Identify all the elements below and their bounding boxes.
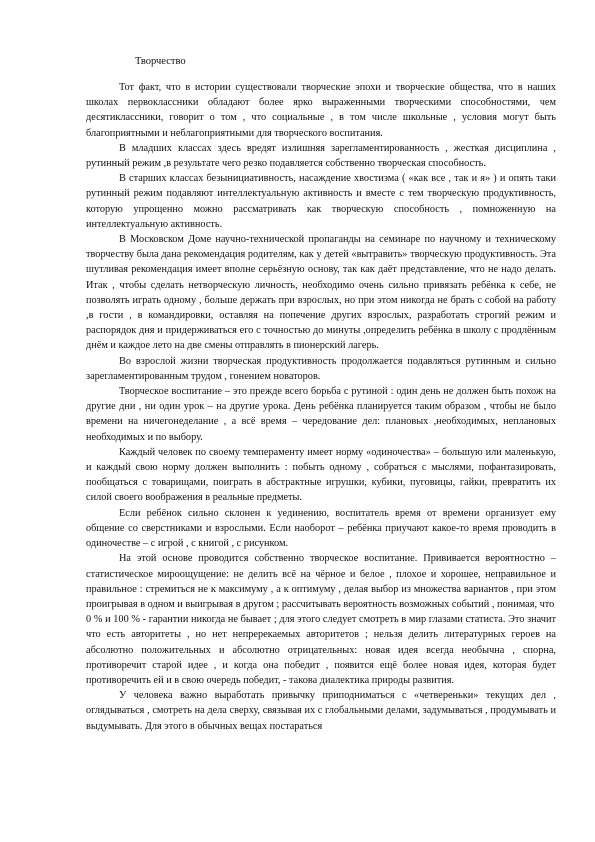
paragraph: Во взрослой жизни творческая продуктивность продолжается подавляться рутинным и сильно зарегламентированным трудом , гонением новаторов. [86, 355, 556, 382]
paragraph: Если ребёнок сильно склонен к уединению, воспитатель время от времени организует ему общение со сверстниками и взрослыми. Если наоборот – ребёнка приучают какое-то время проводить в одиночестве – с игрой , с книгой , с рисунком. [86, 507, 556, 550]
paragraph: В Московском Доме научно-технической пропаганды на семинаре по научному и техническому творчеству была дана рекомендация родителям, как у детей «вытравить» творческую продуктивность. Эта шутливая рекомендация имеет вполне серьёзную основу, так как даёт представление, что не надо делать. Итак , чтобы сделать нетворческую личность, необходимо очень сильно привязать ребёнка к себе, не позволять играть одному , больше держать при взрослых, но при этом никогда не брать с собой на работу ,в гости , в командировки, оставляя на попечение других взрослых, разработать строгий режим и распорядок дня и придерживаться его с точностью до минуты ,определить ребёнка в школу с продлённым днём и каждое лето на две смены отправлять в пионерский лагерь. [86, 234, 556, 352]
paragraph: Творческое воспитание – это прежде всего борьба с рутиной : один день не должен быть похож на другие дни , ни один урок – на другие урока. День ребёнка планируется таким образом , чтобы не было времени на ничегонеделание , а всё время – чередование дел: плановых ,необходимых, неплановых необходимых и по выбору. [86, 386, 556, 443]
paragraph: На этой основе проводится собственно творческое воспитание. Прививается вероятностно – статистическое мироощущение: не делить всё на чёрное и белое , плохое и хорошее, неправильное и правильное : стремиться не к максимуму , а к оптимуму , делая выбор из множества вариантов , при этом проигрывая в одном и выигрывая в другом ; рассчитывать вероятность возможных событий , понимая, что [86, 553, 556, 610]
document-title: Творчество [135, 56, 186, 67]
paragraph: 0 % и 100 % - гарантии никогда не бывает ; для этого следует смотреть в мир глазами статиста. Это значит что есть авторитеты , но нет непререкаемых авторитетов ; нельзя делить литературных героев на абсолютно положительных и абсолютно отрицательных: новая идея всегда необычна , спорна, противоречит старой идее , и когда она победит , появится ещё более новая идея, которая будет противоречить ей и в свою очередь победит, - такова диалектика природы развития. [86, 614, 556, 686]
document-body [86, 80, 556, 734]
paragraph: В старших классах безынициативность, насаждение хвостизма ( «как все , так и я» ) и опять таки рутинный режим подавляют интеллектуальную активность и вместе с тем творческую продуктивность, которую упрощенно можно рассматривать как творческую способность , помноженную на интеллектуальную активность. [86, 173, 556, 230]
paragraph: Каждый человек по своему темпераменту имеет норму «одиночества» – большую или маленькую, и каждый свою норму должен выполнить : побыть одному , собраться с мыслями, пофантазировать, пообщаться с товарищами, поиграть в абстрактные игрушки, кубики, пуговицы, гайки, превратить их силой своего воображения в реальные предметы. [86, 446, 556, 504]
paragraph: В младших классах здесь вредят излишняя зарегламентированность , жесткая дисциплина , рутинный режим ,в результате чего резко подавляется собственно творческая способность. [86, 142, 556, 170]
paragraph: Тот факт, что в истории существовали творческие эпохи и творческие общества, что в наших школах первоклассники обладают более ярко выраженными творческими способностями, чем десятиклассники, говорит о том , что социальные , в том числе школьные , условия могут быть благоприятными и неблагоприятными для творческого воспитания. [86, 82, 556, 139]
paragraph: У человека важно выработать привычку приподниматься с «четвереньки» текущих дел , оглядываться , смотреть на дела сверху, связывая их с глобальными делами, задумываться , продумывать и выдумывать. Для этого в обычных вещах постараться [86, 690, 556, 732]
